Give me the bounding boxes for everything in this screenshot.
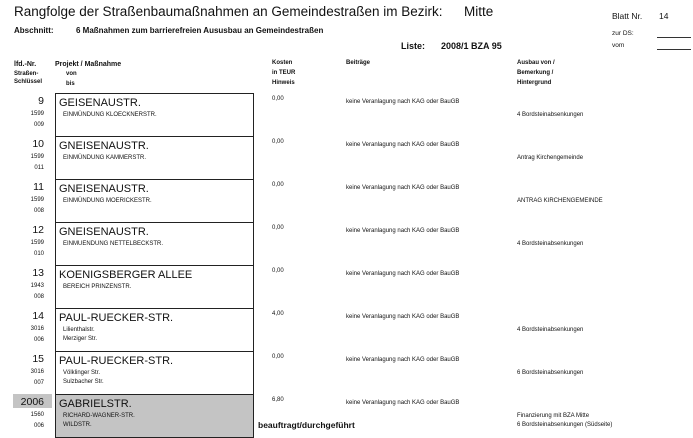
remark-line-1: Antrag Kirchengemeinde <box>517 155 584 161</box>
blatt-label: Blatt Nr. <box>612 11 643 21</box>
table-row <box>0 351 693 394</box>
contribution-note: keine Veranlagung nach KAG oder BauGB <box>346 314 460 320</box>
col-schluessel: Schlüssel <box>14 79 43 85</box>
contribution-note: keine Veranlagung nach KAG oder BauGB <box>346 99 460 105</box>
col-projekt: Projekt / Maßnahme <box>55 61 122 68</box>
contribution-note: keine Veranlagung nach KAG oder BauGB <box>346 228 460 234</box>
from-location: Lilienthalstr. <box>63 327 95 333</box>
zur-ds-line <box>657 37 691 38</box>
row-number: 9 <box>38 95 44 107</box>
contribution-note: keine Veranlagung nach KAG oder BauGB <box>346 271 460 277</box>
zur-ds-label: zur DS: <box>612 30 634 37</box>
street-name: GNEISENAUSTR. <box>59 183 149 195</box>
remark-line-2: 6 Bordsteinabsenkungen (Südseite) <box>517 422 613 428</box>
project-box <box>55 308 254 352</box>
street-key-sub: 010 <box>33 251 44 257</box>
vom-line <box>657 49 691 50</box>
street-key-sub: 008 <box>33 208 44 214</box>
street-key: 1599 <box>30 240 44 246</box>
street-name: GNEISENAUSTR. <box>59 140 149 152</box>
street-key: 3016 <box>30 326 44 332</box>
project-box <box>55 265 254 309</box>
from-location: BEREICH PRINZENSTR. <box>63 284 132 290</box>
col-ausbau: Ausbau von / <box>517 60 555 66</box>
col-hintergrund: Hintergrund <box>517 80 552 86</box>
abschnitt-text: 6 Maßnahmen zum barrierefreien Aususbau an Gemeindestraßen <box>76 26 324 35</box>
title-prefix: Rangfolge der Straßenbaumaßnahmen an Gemeindestraßen im Bezirk: <box>14 4 443 19</box>
project-box <box>55 93 254 137</box>
from-location: EINMÜNDUNG KAMMERSTR. <box>63 155 147 161</box>
project-box <box>55 351 254 395</box>
street-name: GABRIELSTR. <box>59 398 132 410</box>
col-beitraege: Beiträge <box>346 60 371 66</box>
bezirk-value: Mitte <box>464 4 494 19</box>
street-key: 3016 <box>30 369 44 375</box>
street-name: GNEISENAUSTR. <box>59 226 149 238</box>
contribution-note: keine Veranlagung nach KAG oder BauGB <box>346 357 460 363</box>
liste-label: Liste: <box>401 41 426 51</box>
from-location: EINMUENDUNG NETTELBECKSTR. <box>63 241 164 247</box>
to-location: WILDSTR. <box>63 422 92 428</box>
col-hinweis: Hinweis <box>272 80 295 86</box>
contribution-note: keine Veranlagung nach KAG oder BauGB <box>346 185 460 191</box>
col-bemerkung: Bemerkung / <box>517 70 554 76</box>
from-location: Völklinger Str. <box>63 370 101 376</box>
col-in-teur: in TEUR <box>272 70 296 76</box>
cost-value: 0,00 <box>272 268 284 274</box>
street-key: 1560 <box>30 412 44 418</box>
street-key-sub: 009 <box>33 122 44 128</box>
remark-line-1: 4 Bordsteinabsenkungen <box>517 241 584 247</box>
status-text: beauftragt/durchgeführt <box>258 420 355 430</box>
street-key-sub: 006 <box>33 423 44 429</box>
abschnitt-label: Abschnitt: <box>14 26 54 35</box>
from-location: EINMÜNDUNG MOERICKESTR. <box>63 198 152 204</box>
street-key: 1943 <box>30 283 44 289</box>
remark-line-1: ANTRAG KIRCHENGEMEINDE <box>517 198 603 204</box>
col-von: von <box>66 71 77 77</box>
project-box <box>55 394 254 438</box>
col-lfd-nr: lfd.-Nr. <box>14 61 37 68</box>
row-number: 12 <box>32 224 44 236</box>
to-location: Sulzbacher Str. <box>63 379 104 385</box>
to-location: Merziger Str. <box>63 336 98 342</box>
project-box <box>55 136 254 180</box>
street-name: PAUL-RUECKER-STR. <box>59 312 174 324</box>
col-kosten: Kosten <box>272 60 293 66</box>
cost-value: 0,00 <box>272 96 284 102</box>
row-number: 11 <box>33 181 44 193</box>
table-row <box>0 179 693 222</box>
col-bis: bis <box>66 81 75 87</box>
street-key-sub: 007 <box>33 380 44 386</box>
street-key-sub: 006 <box>33 337 44 343</box>
liste-value: 2008/1 BZA 95 <box>441 41 502 51</box>
table-row <box>0 394 693 437</box>
table-row <box>0 93 693 136</box>
col-strassen: Straßen- <box>14 71 39 77</box>
street-key-sub: 008 <box>33 294 44 300</box>
from-location: EINMÜNDUNG KLOECKNERSTR. <box>63 112 157 118</box>
cost-value: 0,00 <box>272 354 284 360</box>
cost-value: 6,80 <box>272 397 284 403</box>
vom-label: vom <box>612 42 625 49</box>
table-row <box>0 136 693 179</box>
row-number: 2006 <box>20 396 44 408</box>
cost-value: 0,00 <box>272 182 284 188</box>
street-name: GEISENAUSTR. <box>59 97 141 109</box>
row-number: 14 <box>32 310 44 322</box>
remark-line-1: Finanzierung mit BZA Mitte <box>517 413 590 419</box>
street-name: KOENIGSBERGER ALLEE <box>59 269 193 281</box>
street-name: PAUL-RUECKER-STR. <box>59 355 174 367</box>
cost-value: 0,00 <box>272 225 284 231</box>
street-key: 1599 <box>30 197 44 203</box>
remark-line-1: 6 Bordsteinabsenkungen <box>517 370 584 376</box>
project-box <box>55 222 254 266</box>
remark-line-1: 4 Bordsteinabsenkungen <box>517 112 584 118</box>
row-number: 15 <box>32 353 44 365</box>
street-key: 1599 <box>30 111 44 117</box>
blatt-number: 14 <box>659 11 669 21</box>
contribution-note: keine Veranlagung nach KAG oder BauGB <box>346 142 460 148</box>
remark-line-1: 4 Bordsteinabsenkungen <box>517 327 584 333</box>
row-number: 13 <box>32 267 44 279</box>
street-key: 1599 <box>30 154 44 160</box>
from-location: RICHARD-WAGNER-STR. <box>63 413 135 419</box>
project-box <box>55 179 254 223</box>
street-key-sub: 011 <box>34 165 44 171</box>
table-row <box>0 308 693 351</box>
page-title <box>14 4 493 19</box>
table-row <box>0 222 693 265</box>
table-row <box>0 265 693 308</box>
row-number: 10 <box>32 138 44 150</box>
contribution-note: keine Veranlagung nach KAG oder BauGB <box>346 400 460 406</box>
cost-value: 0,00 <box>272 139 284 145</box>
cost-value: 4,00 <box>272 311 284 317</box>
